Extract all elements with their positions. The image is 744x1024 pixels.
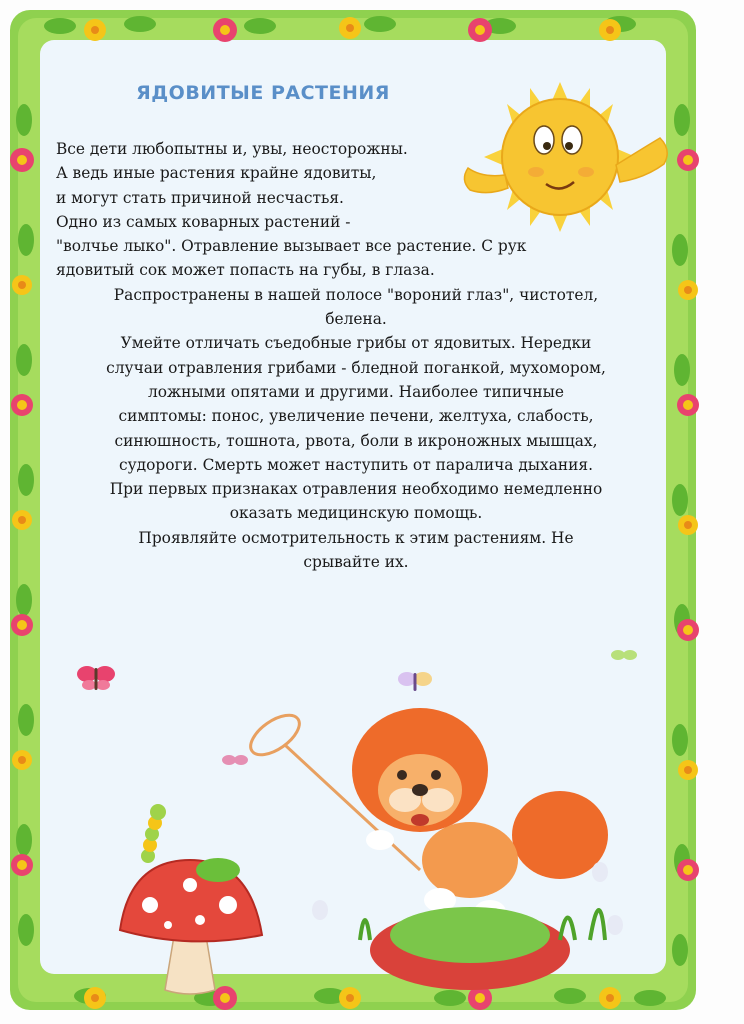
body-text [56,137,656,574]
text-line: судороги. Смерть может наступить от паралича дыхания. [118,455,594,474]
text-line: А ведь иные растения крайне ядовиты, [56,164,377,183]
text-line: ложными опятами и другими. Наиболее типичные [147,382,565,401]
text-line: случаи отравления грибами - бледной поганкой, мухомором, [106,358,606,377]
page-title: ЯДОВИТЫЕ РАСТЕНИЯ [136,82,390,104]
text-line: срывайте их. [303,553,409,572]
text-line: Умейте отличать съедобные грибы от ядовитых. Нередки [120,334,592,353]
butterfly-pink [77,666,115,690]
text-line: Одно из самых коварных растений - [56,212,351,231]
text-line: Проявляйте осмотрительность к этим растениям. Не [138,528,574,547]
text-line: Распространены в нашей полосе "вороний глаз", чистотел, [113,285,599,304]
text-line: синюшность, тошнота, рвота, боли в икроножных мышцах, [114,431,598,450]
text-line: При первых признаках отравления необходимо немедленно [109,480,603,499]
text-line: и могут стать причиной несчастья. [56,188,344,207]
text-line: "волчье лыко". Отравление вызывает все растение. С рук [56,237,527,256]
text-line: симптомы: понос, увеличение печени, желтуха, слабость, [118,407,594,426]
text-line: белена. [325,310,387,329]
text-line: Все дети любопытны и, увы, неосторожны. [56,140,408,158]
text-line: ядовитый сок может попасть на губы, в глаза. [56,261,435,280]
text-line: оказать медицинскую помощь. [229,504,483,523]
